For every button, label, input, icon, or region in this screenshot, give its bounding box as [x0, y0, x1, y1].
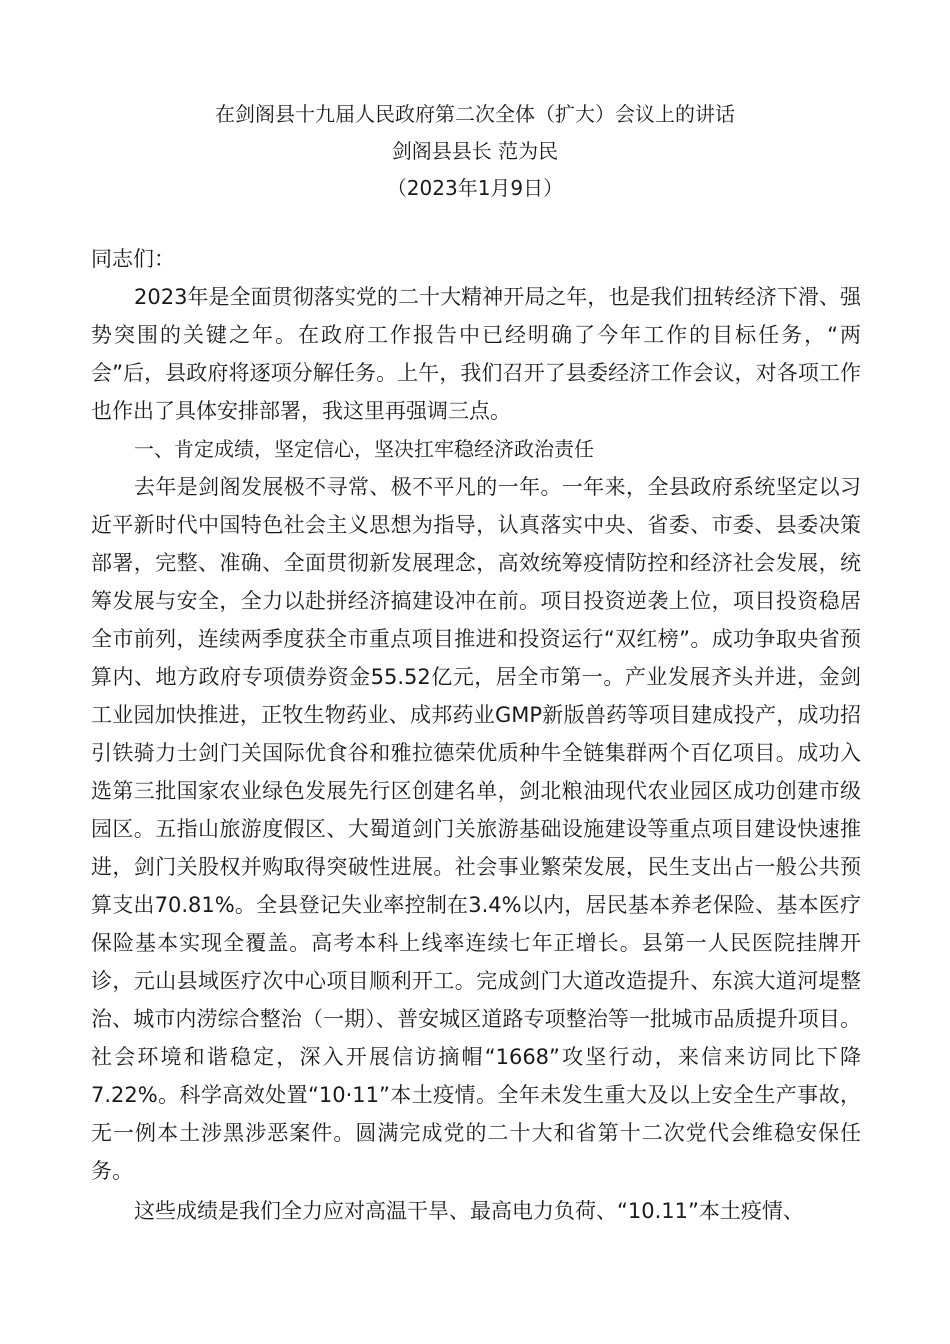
document-header	[0, 96, 950, 207]
document-title: 在剑阁县十九届人民政府第二次全体（扩大）会议上的讲话	[215, 102, 735, 126]
date-line: （2023年1月9日）	[386, 176, 564, 200]
intro-paragraph: 2023年是全面贯彻落实党的二十大精神开局之年，也是我们扭转经济下滑、强势突围的关键之年。在政府工作报告中已经明确了今年工作的目标任务，“两会”后，县政府将逐项分解任务。上午，我们召开了县委经济工作会议，对各项工作也作出了具体安排部署，我这里再强调三点。	[91, 285, 861, 423]
document-body	[91, 240, 861, 1230]
section-1-paragraph: 去年是剑阁发展极不寻常、极不平凡的一年。一年来，全县政府系统坚定以习近平新时代中国特色社会主义思想为指导，认真落实中央、省委、市委、县委决策部署，完整、准确、全面贯彻新发展理念，高效统筹疫情防控和经济社会发展，统筹发展与安全，全力以赴拼经济搞建设冲在前。项目投资逆袭上位，项目投资稳居全市前列，连续两季度获全市重点项目推进和投资运行“双红榜”。成功争取央省预算内、地方政府专项债券资金55.52亿元，居全市第一。产业发展齐头并进，金剑工业园加快推进，正牧生物药业、成邦药业GMP新版兽药等项目建成投产，成功招引铁骑力士剑门关国际优食谷和雅拉德荣优质种牛全链集群两个百亿项目。成功入选第三批国家农业绿色发展先行区创建名单，剑北粮油现代农业园区成功创建市级园区。五指山旅游度假区、大蜀道剑门关旅游基础设施建设等重点项目建设快速推进，剑门关股权并购取得突破性进展。社会事业繁荣发展，民生支出占一般公共预算支出70.81%。全县登记失业率控制在3.4%以内，居民基本养老保险、基本医疗保险基本实现全覆盖。高考本科上线率连续七年正增长。县第一人民医院挂牌开诊，元山县域医疗次中心项目顺利开工。完成剑门大道改造提升、东滨大道河堤整治、城市内涝综合整治（一期）、普安城区道路专项整治等一批城市品质提升项目。社会环境和谐稳定，深入开展信访摘帽“1668”攻坚行动，来信来访同比下降7.22%。科学高效处置“10·11”本土疫情。全年未发生重大及以上安全生产事故，无一例本土涉黑涉恶案件。圆满完成党的二十大和省第十二次党代会维稳安保任务。	[91, 475, 861, 1183]
section-heading-1: 一、肯定成绩，坚定信心，坚决扛牢稳经济政治责任	[134, 437, 594, 461]
speaker-line: 剑阁县县长 范为民	[391, 139, 559, 163]
closing-paragraph: 这些成绩是我们全力应对高温干旱、最高电力负荷、“10.11”本土疫情、	[134, 1199, 804, 1223]
salutation: 同志们：	[91, 247, 175, 271]
